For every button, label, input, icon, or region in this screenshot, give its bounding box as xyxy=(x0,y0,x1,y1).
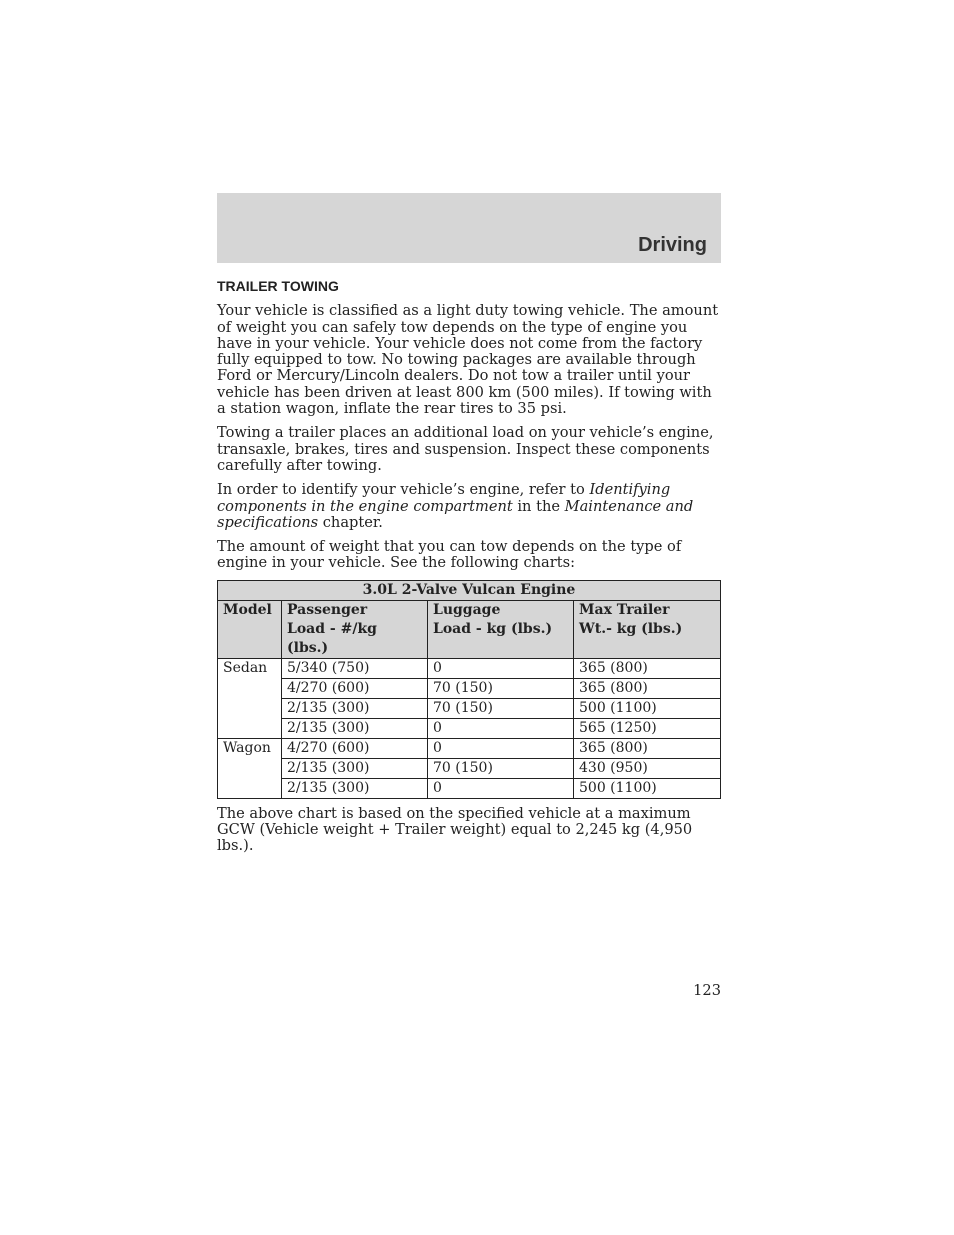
text-run: in the xyxy=(512,497,565,515)
italic-reference-identifying: Identifying components in the engine compartment xyxy=(217,481,671,515)
header-passenger xyxy=(282,600,428,658)
paragraph-engine-reference xyxy=(217,482,721,531)
header-line: Load - kg (lbs.) xyxy=(433,620,553,637)
italic-reference-maintenance: Maintenance and specifications xyxy=(217,497,694,531)
table-cell: 500 (1100) xyxy=(574,778,721,798)
header-line: Model xyxy=(223,601,272,618)
text-run: In order to identify your vehicle’s engine, refer to xyxy=(217,481,590,499)
page-number: 123 xyxy=(693,982,721,999)
table-cell: 4/270 (600) xyxy=(282,738,428,758)
paragraph-additional-load: Towing a trailer places an additional load on your vehicle’s engine, transaxle, brakes, tires and suspension. Inspect these components carefully after towing. xyxy=(217,424,714,474)
table-row xyxy=(218,718,721,738)
chapter-header-band xyxy=(217,193,721,263)
table-cell: 0 xyxy=(428,778,574,798)
table-row xyxy=(218,778,721,798)
table-row xyxy=(218,738,721,758)
table-cell: 365 (800) xyxy=(574,678,721,698)
table-caption: 3.0L 2-Valve Vulcan Engine xyxy=(218,580,721,600)
page-content xyxy=(217,276,721,863)
header-luggage xyxy=(428,600,574,658)
header-line: Passenger xyxy=(287,601,368,618)
table-cell: 70 (150) xyxy=(428,678,574,698)
paragraph-weight-intro: The amount of weight that you can tow depends on the type of engine in your vehicle. See the following charts: xyxy=(217,538,682,572)
table-cell: 4/270 (600) xyxy=(282,678,428,698)
table-cell: 2/135 (300) xyxy=(282,778,428,798)
table-cell: 0 xyxy=(428,718,574,738)
table-row xyxy=(218,758,721,778)
table-cell: 2/135 (300) xyxy=(282,718,428,738)
table-cell: 500 (1100) xyxy=(574,698,721,718)
header-model xyxy=(218,600,282,658)
section-title: TRAILER TOWING xyxy=(217,278,339,294)
table-cell: 0 xyxy=(428,738,574,758)
table-row xyxy=(218,658,721,678)
table-cell: 565 (1250) xyxy=(574,718,721,738)
model-cell-wagon: Wagon xyxy=(218,738,282,798)
paragraph-classification: Your vehicle is classified as a light duty towing vehicle. The amount of weight you can safely tow depends on the type of engine you have in your vehicle. Your vehicle does not come from the factory fully equipped to tow. No towing packages are available through Ford or Mercury/Lincoln dealers. Do not tow a trailer until your vehicle has been driven at least 800 km (500 miles). If towing with a station wagon, inflate the rear tires to 35 psi. xyxy=(217,302,719,418)
table-cell: 2/135 (300) xyxy=(282,758,428,778)
header-line: Luggage xyxy=(433,601,501,618)
table-cell: 2/135 (300) xyxy=(282,698,428,718)
table-cell: 365 (800) xyxy=(574,738,721,758)
header-line: Max Trailer xyxy=(579,601,670,618)
table-cell: 70 (150) xyxy=(428,698,574,718)
table-cell: 0 xyxy=(428,658,574,678)
header-max-trailer xyxy=(574,600,721,658)
towing-spec-table xyxy=(217,580,721,799)
chapter-title: Driving xyxy=(638,234,707,256)
table-cell: 365 (800) xyxy=(574,658,721,678)
text-run: chapter. xyxy=(318,513,383,531)
table-row xyxy=(218,678,721,698)
table-cell: 430 (950) xyxy=(574,758,721,778)
table-row xyxy=(218,698,721,718)
header-line: Load - #/kg (lbs.) xyxy=(287,620,377,656)
header-line: Wt.- kg (lbs.) xyxy=(579,620,683,637)
paragraph-gcw-note: The above chart is based on the specified vehicle at a maximum GCW (Vehicle weight + Trailer weight) equal to 2,245 kg (4,950 lbs.). xyxy=(217,804,693,855)
table-cell: 70 (150) xyxy=(428,758,574,778)
table-cell: 5/340 (750) xyxy=(282,658,428,678)
model-cell-sedan: Sedan xyxy=(218,658,282,738)
